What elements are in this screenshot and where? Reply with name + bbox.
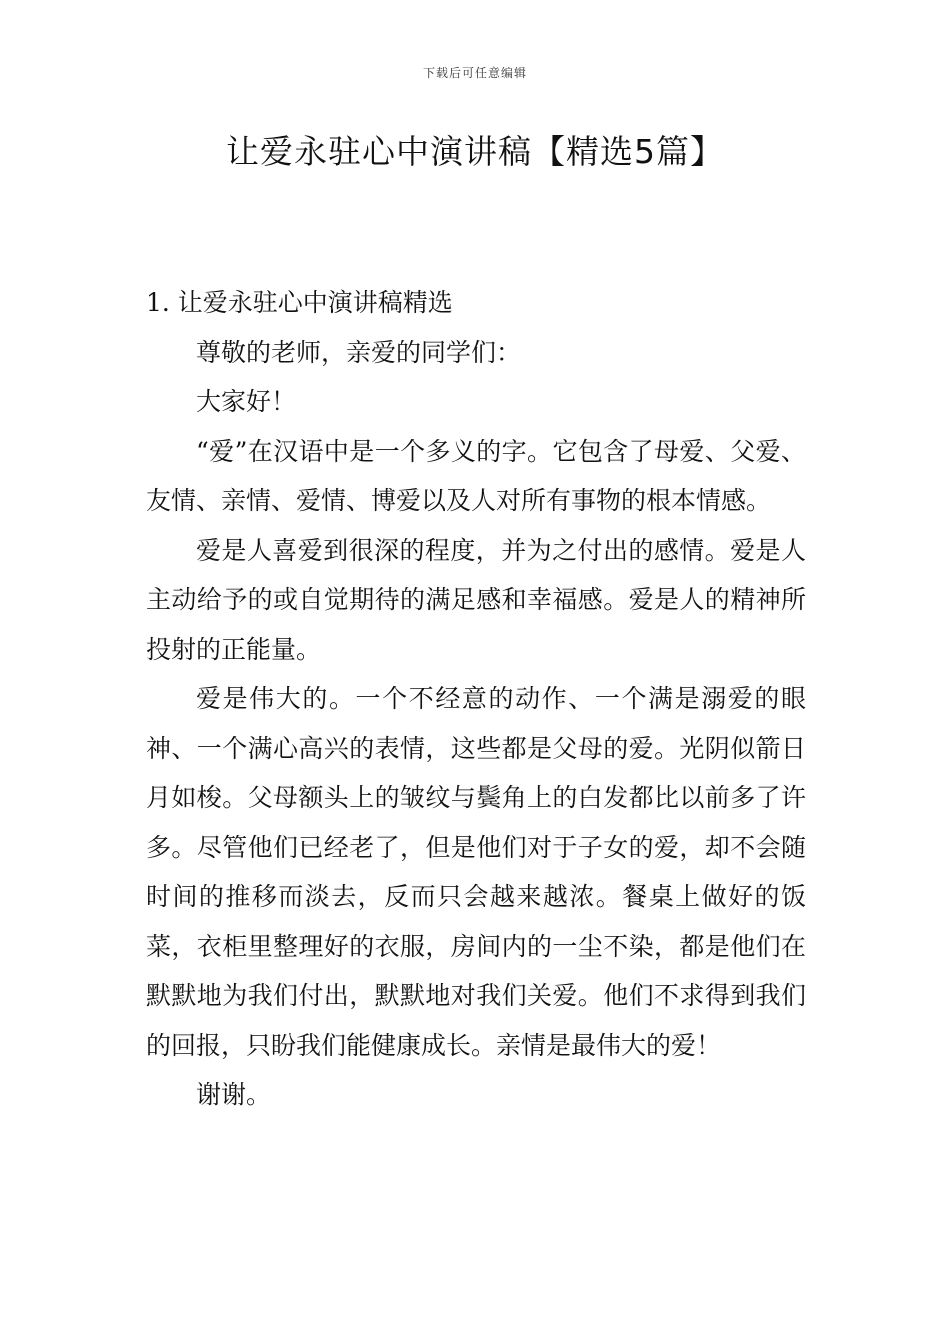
section-heading: 1. 让爱永驻心中演讲稿精选 bbox=[146, 288, 453, 317]
paragraph-salutation: 尊敬的老师，亲爱的同学们： bbox=[196, 337, 522, 367]
paragraph: 爱是人喜爱到很深的程度，并为之付出的感情。爱是人主动给予的或自觉期待的满足感和幸福感。爱是人的精神所投射的正能量。 bbox=[146, 535, 806, 664]
paragraph-greeting: 大家好！ bbox=[196, 387, 297, 416]
document-title: 让爱永驻心中演讲稿【精选5篇】 bbox=[226, 132, 724, 171]
paragraph: “爱”在汉语中是一个多义的字。它包含了母爱、父爱、友情、亲情、爱情、博爱以及人对所有事物的根本情感。 bbox=[146, 436, 806, 515]
document-body bbox=[146, 278, 806, 1120]
paragraph-closing: 谢谢。 bbox=[196, 1080, 272, 1109]
header-note: 下载后可任意编辑 bbox=[422, 66, 527, 80]
paragraph: 爱是伟大的。一个不经意的动作、一个满是溺爱的眼神、一个满心高兴的表情，这些都是父母的爱。光阴似箭日月如梭。父母额头上的皱纹与鬓角上的白发都比以前多了许多。尽管他们已经老了，但是他们对于子女的爱，却不会随时间的推移而淡去，反而只会越来越浓。餐桌上做好的饭菜，衣柜里整理好的衣服，房间内的一尘不染，都是他们在默默地为我们付出，默默地对我们关爱。他们不求得到我们的回报，只盼我们能健康成长。亲情是最伟大的爱！ bbox=[146, 684, 806, 1060]
